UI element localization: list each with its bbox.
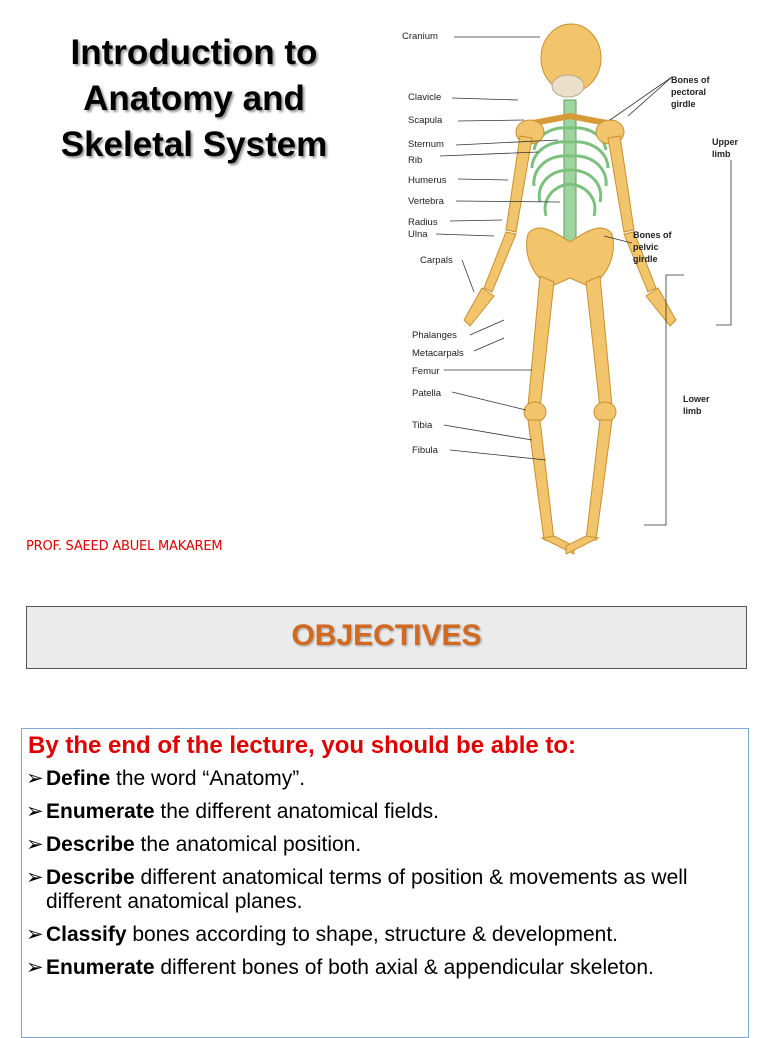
spine-shape xyxy=(564,100,576,250)
label-phalanges: Phalanges xyxy=(412,330,457,341)
objective-item xyxy=(26,800,738,824)
author-name: PROF. SAEED ABUEL MAKAREM xyxy=(26,539,223,554)
objective-verb: Define xyxy=(46,767,111,790)
label-radius: Radius xyxy=(408,217,438,228)
label-vertebra: Vertebra xyxy=(408,196,444,207)
objectives-heading: OBJECTIVES xyxy=(291,619,482,652)
title-line-2: Anatomy and xyxy=(83,79,305,118)
label-upper-limb-2: limb xyxy=(712,149,731,159)
arrow-bullet-icon: ➢ xyxy=(26,800,44,823)
objective-text: bones according to shape, structure & development. xyxy=(126,923,619,946)
arrow-bullet-icon: ➢ xyxy=(26,833,44,856)
label-patella: Patella xyxy=(412,388,442,399)
title-line-1: Introduction to xyxy=(70,33,318,72)
arrow-bullet-icon: ➢ xyxy=(26,923,44,946)
label-pelvic-girdle-3: girdle xyxy=(633,254,658,264)
label-sternum: Sternum xyxy=(408,139,444,150)
label-tibia: Tibia xyxy=(412,420,433,431)
label-clavicle: Clavicle xyxy=(408,92,442,103)
objectives-list xyxy=(26,767,738,989)
label-fibula: Fibula xyxy=(412,445,438,456)
objective-text: different bones of both axial & appendicular skeleton. xyxy=(154,956,654,979)
objective-text: different anatomical terms of position & movements as well different anatomical planes. xyxy=(46,866,688,913)
objective-text: the different anatomical fields. xyxy=(154,800,439,823)
label-femur: Femur xyxy=(412,366,440,377)
label-lower-limb-1: Lower xyxy=(683,394,710,404)
objectives-banner xyxy=(26,606,747,669)
label-scapula: Scapula xyxy=(408,115,443,126)
objective-verb: Describe xyxy=(46,866,135,889)
left-humerus-shape xyxy=(506,136,532,232)
label-cranium: Cranium xyxy=(402,31,438,42)
objective-item xyxy=(26,956,738,980)
label-rib: Rib xyxy=(408,155,423,166)
label-pectoral-girdle-1: Bones of xyxy=(671,75,710,85)
objective-item xyxy=(26,833,738,857)
label-carpals: Carpals xyxy=(420,255,453,266)
skeleton-drawing xyxy=(464,24,676,554)
label-pectoral-girdle-3: girdle xyxy=(671,99,696,109)
objective-text: the word “Anatomy”. xyxy=(110,767,306,790)
skeleton-figure xyxy=(398,20,750,560)
arrow-bullet-icon: ➢ xyxy=(26,767,44,790)
objectives-list-box xyxy=(21,728,749,1038)
objective-verb: Enumerate xyxy=(46,956,155,979)
title-line-3: Skeletal System xyxy=(60,125,328,164)
objective-verb: Classify xyxy=(46,923,127,946)
slide-title xyxy=(0,30,388,168)
right-femur-shape xyxy=(586,276,612,408)
objective-item xyxy=(26,923,738,947)
left-femur-shape xyxy=(528,276,554,408)
arrow-bullet-icon: ➢ xyxy=(26,956,44,979)
objective-item xyxy=(26,866,738,914)
label-humerus: Humerus xyxy=(408,175,447,186)
label-pectoral-girdle-2: pectoral xyxy=(671,87,707,97)
label-upper-limb-1: Upper xyxy=(712,137,739,147)
objectives-lead: By the end of the lecture, you should be able to: xyxy=(28,732,577,759)
right-humerus-shape xyxy=(608,136,634,232)
objective-item xyxy=(26,767,738,791)
label-pelvic-girdle-2: pelvic xyxy=(633,242,659,252)
label-metacarpals: Metacarpals xyxy=(412,348,464,359)
objective-verb: Enumerate xyxy=(46,800,155,823)
label-pelvic-girdle-1: Bones of xyxy=(633,230,672,240)
label-ulna: Ulna xyxy=(408,229,428,240)
label-lower-limb-2: limb xyxy=(683,406,702,416)
objective-text: the anatomical position. xyxy=(134,833,362,856)
objective-verb: Describe xyxy=(46,833,135,856)
arrow-bullet-icon: ➢ xyxy=(26,866,44,889)
